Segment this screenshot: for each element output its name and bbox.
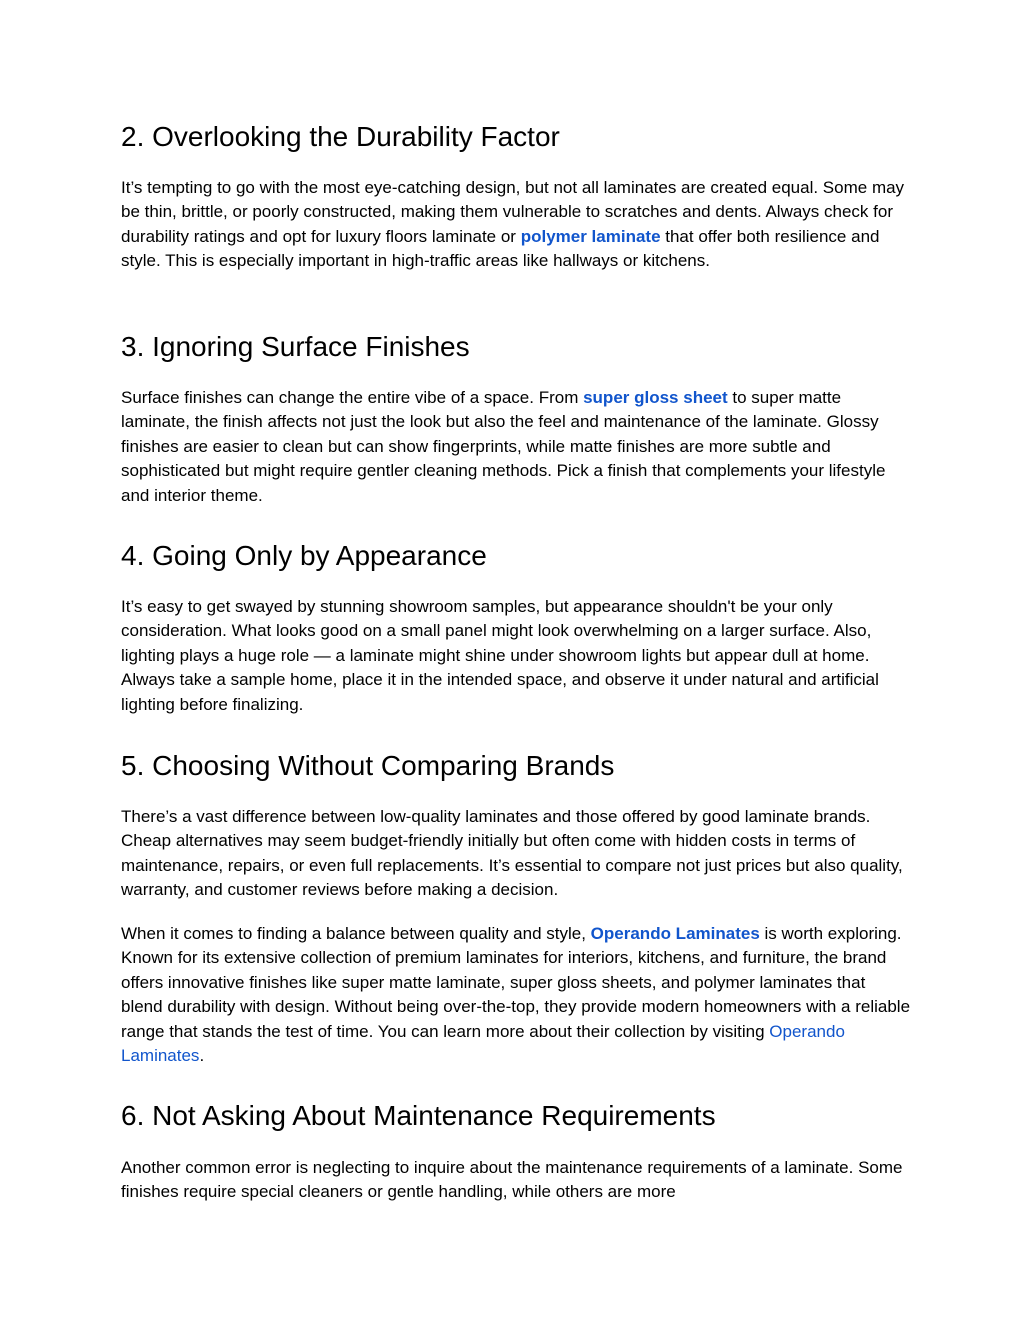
section-paragraph xyxy=(121,922,911,1068)
section-paragraph: There’s a vast difference between low-quality laminates and those offered by good laminate brands. Cheap alternatives may seem budget-friendly initially but often come with hidden costs in terms of maintenance, repairs, or even full replacements. It’s essential to compare not just prices but also quality, warranty, and customer reviews before making a decision. xyxy=(121,807,903,900)
section-heading: 3. Ignoring Surface Finishes xyxy=(121,331,470,362)
section-heading: 2. Overlooking the Durability Factor xyxy=(121,121,560,152)
section-heading: 5. Choosing Without Comparing Brands xyxy=(121,750,615,781)
paragraph-text: Surface finishes can change the entire vibe of a space. From xyxy=(121,388,584,407)
section-heading: 6. Not Asking About Maintenance Requirements xyxy=(121,1100,716,1131)
section-heading: 4. Going Only by Appearance xyxy=(121,540,487,571)
operando-laminates-visit-link[interactable]: Operando Laminates xyxy=(121,1021,845,1066)
paragraph-text: is worth exploring. Known for its extensive collection of premium laminates for interiors, kitchens, and furniture, the brand offers innovative finishes like super matte laminate, super gloss sheets, and polymer laminates that blend durability with design. Without being over-the-top, they provide modern homeowners with a reliable range that stands the test of time. You can learn more about their collection by visiting xyxy=(121,924,911,1041)
section-paragraph: Another common error is neglecting to inquire about the maintenance requirements of a laminate. Some finishes require special cleaners or gentle handling, while others are more xyxy=(121,1158,903,1202)
polymer-laminate-link[interactable]: polymer laminate xyxy=(520,226,661,246)
operando-laminates-link[interactable]: Operando Laminates xyxy=(590,924,760,943)
paragraph-text: to super matte laminate, the finish affects not just the look but also the feel and maintenance of the laminate. Glossy finishes are easier to clean but can show fingerprints, while matte finishes are more subtle and sophisticated but might require gentler cleaning methods. Pick a finish that complements your lifestyle and interior theme. xyxy=(121,388,886,505)
section-paragraph: It’s easy to get swayed by stunning showroom samples, but appearance shouldn't be your only consideration. What looks good on a small panel might look overwhelming on a larger surface. Also, lighting plays a huge role — a laminate might shine under showroom lights but appear dull at home. Always take a sample home, place it in the intended space, and observe it under natural and artificial lighting before finalizing. xyxy=(121,597,879,714)
section-paragraph xyxy=(121,176,911,274)
section-paragraph xyxy=(121,386,911,508)
paragraph-text: It’s tempting to go with the most eye-catching design, but not all laminates are created equal. Some may be thin, brittle, or poorly constructed, making them vulnerable to scratches and dents. Always check for durability ratings and opt for luxury floors laminate or xyxy=(121,178,905,246)
paragraph-text: When it comes to finding a balance between quality and style, xyxy=(121,924,591,943)
paragraph-text: that offer both resilience and style. This is especially important in high-traffic areas like hallways or kitchens. xyxy=(121,226,880,271)
paragraph-text: . xyxy=(199,1046,205,1066)
super-gloss-sheet-link[interactable]: super gloss sheet xyxy=(583,388,728,407)
